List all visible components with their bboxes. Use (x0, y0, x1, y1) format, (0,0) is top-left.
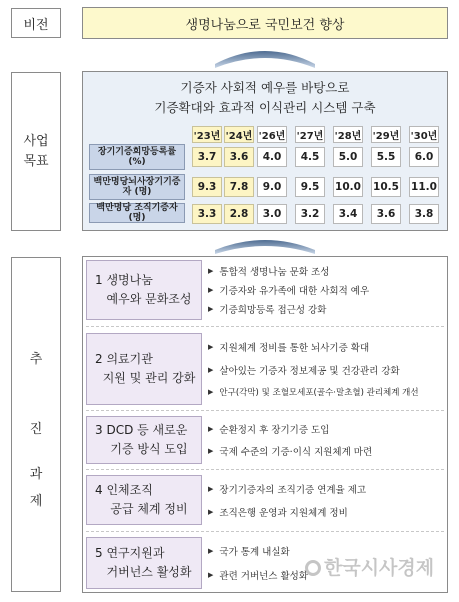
goal-cell: 5.5 (371, 147, 401, 167)
goals-label-line1: 사업 (23, 134, 49, 149)
watermark-logo-icon (305, 560, 321, 576)
goal-cell: 9.0 (257, 177, 287, 197)
goal-cell: 3.7 (192, 147, 222, 167)
goal-cell: 9.5 (295, 177, 325, 197)
arrow-right-icon: ▶ (208, 447, 214, 455)
arrow-right-icon: ▶ (208, 425, 214, 433)
tasks-label-char: 과 (29, 467, 43, 482)
strategy-title: 2 의료기관 (95, 351, 153, 366)
goal-cell: 2.8 (224, 204, 254, 224)
goal-row-label: 백만명당뇌사장기기증자 (명) (89, 174, 185, 200)
goal-cell: 10.5 (371, 177, 401, 197)
year-header: '29년 (371, 126, 401, 143)
goal-cell: 3.6 (224, 147, 254, 167)
tasks-label-char: 추 (29, 352, 43, 367)
goal-row-label: 백만명당 조직기증자(명) (89, 203, 185, 223)
vision-statement (82, 7, 448, 39)
arrow-right-icon: ▶ (208, 571, 214, 579)
goal-cell: 6.0 (409, 147, 439, 167)
strategy-details (204, 333, 444, 405)
goals-title-line1: 기증자 사회적 예우를 바탕으로 (180, 80, 350, 95)
goals-label-line2: 목표 (23, 153, 49, 169)
arrow-right-icon: ▶ (208, 285, 214, 294)
strategy-title: 4 인체조직 (95, 482, 153, 497)
detail-item: ▶ 안구(각막) 및 조혈모세포(골수·말초혈) 관리체계 개선 (208, 388, 419, 399)
arrow-right-icon: ▶ (208, 507, 214, 516)
goal-cell: 11.0 (409, 177, 439, 197)
goal-cell: 3.8 (409, 204, 439, 224)
detail-item: ▶ 기증자와 유가족에 대한 사회적 예우 (208, 285, 370, 297)
strategy-title: 1 생명나눔 (95, 272, 153, 287)
strategy-subtitle: 예우와 문화조성 (106, 292, 192, 306)
arrow-right-icon: ▶ (208, 267, 214, 276)
goal-cell: 4.5 (295, 147, 325, 167)
goals-label (11, 72, 61, 231)
detail-item: ▶ 국제 수준의 기증·이식 지원체계 마련 (208, 447, 373, 458)
detail-item: ▶ 통합적 생명나눔 문화 조성 (208, 267, 330, 279)
goal-cell: 9.3 (192, 177, 222, 197)
goal-cell: 3.4 (333, 204, 363, 224)
arrow-right-icon: ▶ (208, 304, 214, 313)
year-header: '30년 (409, 126, 439, 143)
arrow-right-icon: ▶ (208, 484, 214, 493)
strategy-box (86, 333, 202, 405)
up-chevron-icon (215, 234, 315, 254)
strategy-box (86, 475, 202, 525)
divider (86, 326, 444, 327)
detail-item: ▶ 기증희망등록 접근성 강화 (208, 304, 327, 316)
strategy-details (204, 475, 444, 525)
divider (86, 469, 444, 470)
goal-cell: 3.0 (257, 204, 287, 224)
year-header: '28년 (333, 126, 363, 143)
strategy-subtitle: 거버넌스 활성화 (106, 565, 192, 579)
detail-item: ▶ 지원체계 정비를 통한 뇌사기증 확대 (208, 342, 370, 354)
strategy-title: 3 DCD 등 새로운 (95, 422, 188, 437)
strategy-subtitle: 공급 체계 정비 (110, 502, 188, 516)
vision-text: 생명나눔으로 국민보건 향상 (185, 17, 345, 33)
detail-item: ▶ 살아있는 기증자 정보제공 및 건강관리 강화 (208, 365, 400, 377)
detail-item: ▶ 조직은행 운영과 지원체계 정비 (208, 507, 348, 519)
goals-title-line2: 기증확대와 효과적 이식관리 시스템 구축 (154, 100, 376, 115)
year-header: '27년 (295, 126, 325, 143)
strategy-subtitle: 기증 방식 도입 (110, 442, 188, 456)
arrow-right-icon: ▶ (208, 365, 214, 374)
tasks-label-char: 제 (29, 494, 43, 509)
detail-item: ▶ 장기기증자의 조직기증 연계율 제고 (208, 484, 367, 496)
strategy-box (86, 537, 202, 589)
year-header: '23년 (192, 126, 222, 143)
detail-item: ▶ 관련 거버넌스 활성화 (208, 571, 309, 582)
arrow-right-icon: ▶ (208, 547, 214, 555)
arrow-right-icon: ▶ (208, 388, 214, 397)
tasks-label-char: 진 (29, 422, 43, 437)
strategy-details (204, 416, 444, 464)
goal-cell: 5.0 (333, 147, 363, 167)
goal-cell: 3.2 (295, 204, 325, 224)
year-header: '26년 (257, 126, 287, 143)
divider (86, 531, 444, 532)
goal-cell: 3.6 (371, 204, 401, 224)
watermark: 한국시사경제 (305, 553, 434, 580)
vision-label-text: 비전 (23, 17, 49, 33)
goal-cell: 10.0 (333, 177, 363, 197)
goal-cell: 3.3 (192, 204, 222, 224)
year-header: '24년 (224, 126, 254, 143)
strategy-title: 5 연구지원과 (95, 545, 165, 560)
divider (86, 410, 444, 411)
vision-label (11, 8, 61, 38)
goal-cell: 4.0 (257, 147, 287, 167)
strategy-details (204, 260, 444, 320)
strategy-subtitle: 지원 및 관리 강화 (102, 371, 196, 385)
strategy-box (86, 260, 202, 320)
strategy-box (86, 416, 202, 464)
tasks-label (11, 257, 61, 592)
goal-cell: 7.8 (224, 177, 254, 197)
arrow-right-icon: ▶ (208, 342, 214, 351)
up-chevron-icon (215, 42, 315, 68)
goal-row-label: 장기기증희망등록률 (%) (89, 144, 185, 170)
detail-item: ▶ 순환정지 후 장기기증 도입 (208, 425, 330, 436)
detail-item: ▶ 국가 통계 내실화 (208, 547, 290, 558)
